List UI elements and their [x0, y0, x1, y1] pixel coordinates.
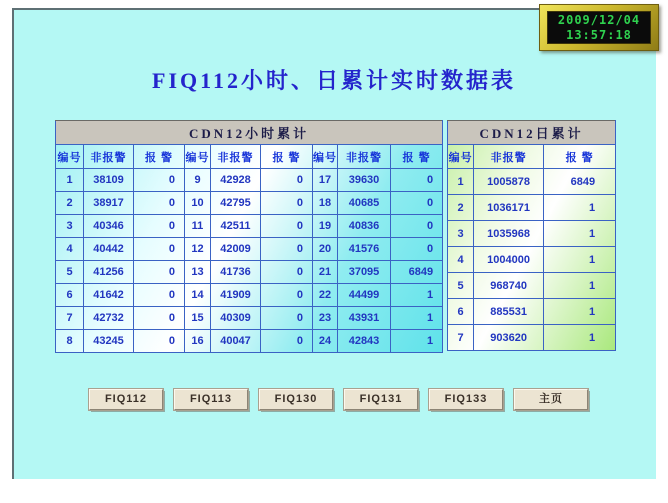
row-number-cell: 11	[185, 215, 211, 238]
non-alarm-cell: 1004000	[474, 247, 544, 273]
table-row	[448, 221, 616, 247]
non-alarm-cell: 1036171	[474, 195, 544, 221]
non-alarm-cell: 1035968	[474, 221, 544, 247]
alarm-cell: 1	[544, 299, 616, 325]
row-number-cell: 22	[313, 284, 338, 307]
table-row	[56, 307, 443, 330]
alarm-cell: 1	[391, 307, 443, 330]
alarm-cell: 0	[134, 330, 185, 353]
column-header: 非报警	[211, 145, 261, 169]
non-alarm-cell: 39630	[338, 169, 391, 192]
alarm-cell: 0	[134, 238, 185, 261]
alarm-cell: 1	[391, 284, 443, 307]
row-number-cell: 4	[448, 247, 474, 273]
page-title: FIQ112小时、日累计实时数据表	[152, 68, 516, 93]
alarm-cell: 0	[261, 261, 313, 284]
alarm-cell: 0	[134, 284, 185, 307]
row-number-cell: 3	[56, 215, 84, 238]
alarm-cell: 0	[261, 192, 313, 215]
non-alarm-cell: 40836	[338, 215, 391, 238]
row-number-cell: 6	[448, 299, 474, 325]
table-row	[56, 215, 443, 238]
row-number-cell: 16	[185, 330, 211, 353]
non-alarm-cell: 40442	[84, 238, 134, 261]
alarm-cell: 0	[261, 284, 313, 307]
daily-table	[447, 120, 616, 351]
table-row	[448, 169, 616, 195]
non-alarm-cell: 42843	[338, 330, 391, 353]
row-number-cell: 3	[448, 221, 474, 247]
non-alarm-cell: 42009	[211, 238, 261, 261]
column-header: 非报警	[84, 145, 134, 169]
table-row	[448, 273, 616, 299]
table-title: CDN12小时累计	[56, 121, 443, 145]
row-number-cell: 7	[56, 307, 84, 330]
non-alarm-cell: 41576	[338, 238, 391, 261]
row-number-cell: 5	[56, 261, 84, 284]
row-number-cell: 21	[313, 261, 338, 284]
clock-panel	[539, 4, 659, 51]
nav-button-bar	[89, 389, 588, 410]
row-number-cell: 1	[56, 169, 84, 192]
column-header: 编号	[56, 145, 84, 169]
row-number-cell: 20	[313, 238, 338, 261]
non-alarm-cell: 44499	[338, 284, 391, 307]
table-row	[448, 325, 616, 351]
row-number-cell: 5	[448, 273, 474, 299]
clock-date: 2009/12/04	[557, 12, 641, 27]
non-alarm-cell: 41642	[84, 284, 134, 307]
alarm-cell: 0	[391, 169, 443, 192]
non-alarm-cell: 40346	[84, 215, 134, 238]
non-alarm-cell: 43245	[84, 330, 134, 353]
alarm-cell: 0	[261, 330, 313, 353]
nav-button-fiq112[interactable]: FIQ112	[89, 389, 163, 410]
nav-button-fiq131[interactable]: FIQ131	[344, 389, 418, 410]
column-header: 报 警	[391, 145, 443, 169]
table-row	[56, 169, 443, 192]
data-tables	[55, 120, 616, 353]
non-alarm-cell: 42928	[211, 169, 261, 192]
row-number-cell: 18	[313, 192, 338, 215]
nav-button-fiq130[interactable]: FIQ130	[259, 389, 333, 410]
row-number-cell: 14	[185, 284, 211, 307]
row-number-cell: 9	[185, 169, 211, 192]
row-number-cell: 2	[448, 195, 474, 221]
column-header: 报 警	[544, 145, 616, 169]
alarm-cell: 0	[391, 238, 443, 261]
alarm-cell: 0	[134, 261, 185, 284]
non-alarm-cell: 968740	[474, 273, 544, 299]
row-number-cell: 24	[313, 330, 338, 353]
alarm-cell: 1	[544, 325, 616, 351]
row-number-cell: 8	[56, 330, 84, 353]
non-alarm-cell: 1005878	[474, 169, 544, 195]
non-alarm-cell: 42732	[84, 307, 134, 330]
alarm-cell: 0	[261, 307, 313, 330]
column-header: 编号	[313, 145, 338, 169]
table-title: CDN12日累计	[448, 121, 616, 145]
column-header: 报 警	[134, 145, 185, 169]
alarm-cell: 0	[134, 307, 185, 330]
alarm-cell: 0	[134, 192, 185, 215]
non-alarm-cell: 37095	[338, 261, 391, 284]
table-row	[56, 192, 443, 215]
alarm-cell: 0	[134, 169, 185, 192]
alarm-cell: 0	[134, 215, 185, 238]
table-row	[56, 284, 443, 307]
alarm-cell: 0	[261, 169, 313, 192]
non-alarm-cell: 40047	[211, 330, 261, 353]
row-number-cell: 19	[313, 215, 338, 238]
row-number-cell: 1	[448, 169, 474, 195]
row-number-cell: 15	[185, 307, 211, 330]
alarm-cell: 1	[544, 247, 616, 273]
alarm-cell: 1	[544, 221, 616, 247]
row-number-cell: 4	[56, 238, 84, 261]
non-alarm-cell: 885531	[474, 299, 544, 325]
column-header: 编号	[185, 145, 211, 169]
non-alarm-cell: 38917	[84, 192, 134, 215]
alarm-cell: 0	[261, 238, 313, 261]
non-alarm-cell: 40685	[338, 192, 391, 215]
table-row	[448, 299, 616, 325]
table-row	[448, 247, 616, 273]
alarm-cell: 0	[391, 215, 443, 238]
table-row	[56, 261, 443, 284]
non-alarm-cell: 42511	[211, 215, 261, 238]
nav-button-home[interactable]: 主页	[514, 389, 588, 410]
nav-button-fiq113[interactable]: FIQ113	[174, 389, 248, 410]
alarm-cell: 1	[544, 273, 616, 299]
alarm-cell: 0	[391, 192, 443, 215]
non-alarm-cell: 41909	[211, 284, 261, 307]
non-alarm-cell: 43931	[338, 307, 391, 330]
non-alarm-cell: 41256	[84, 261, 134, 284]
non-alarm-cell: 903620	[474, 325, 544, 351]
alarm-cell: 6849	[544, 169, 616, 195]
row-number-cell: 7	[448, 325, 474, 351]
column-header: 报 警	[261, 145, 313, 169]
non-alarm-cell: 38109	[84, 169, 134, 192]
clock-time: 13:57:18	[566, 27, 632, 42]
row-number-cell: 12	[185, 238, 211, 261]
hourly-table	[55, 120, 443, 353]
row-number-cell: 23	[313, 307, 338, 330]
nav-button-fiq133[interactable]: FIQ133	[429, 389, 503, 410]
table-row	[448, 195, 616, 221]
alarm-cell: 1	[544, 195, 616, 221]
clock-display	[547, 11, 651, 44]
row-number-cell: 17	[313, 169, 338, 192]
non-alarm-cell: 40309	[211, 307, 261, 330]
non-alarm-cell: 41736	[211, 261, 261, 284]
table-row	[56, 238, 443, 261]
alarm-cell: 0	[261, 215, 313, 238]
alarm-cell: 1	[391, 330, 443, 353]
column-header: 编号	[448, 145, 474, 169]
row-number-cell: 6	[56, 284, 84, 307]
row-number-cell: 10	[185, 192, 211, 215]
non-alarm-cell: 42795	[211, 192, 261, 215]
row-number-cell: 2	[56, 192, 84, 215]
row-number-cell: 13	[185, 261, 211, 284]
column-header: 非报警	[338, 145, 391, 169]
alarm-cell: 6849	[391, 261, 443, 284]
table-row	[56, 330, 443, 353]
column-header: 非报警	[474, 145, 544, 169]
